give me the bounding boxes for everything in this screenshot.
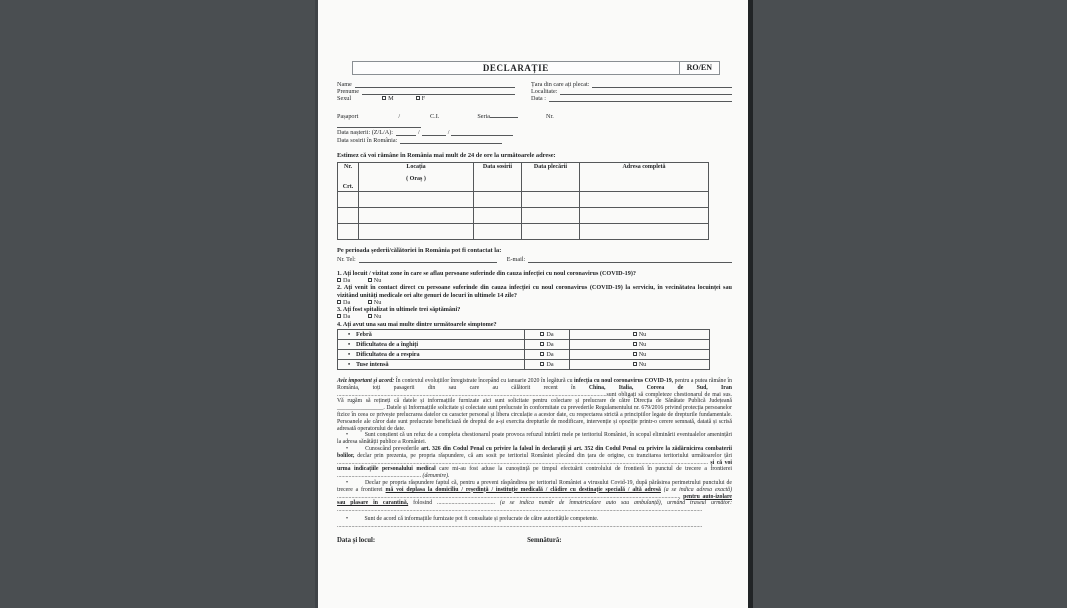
table-cell: [522, 192, 580, 208]
birthdate-month-line: [422, 130, 446, 136]
signature-label: Semnătură:: [527, 536, 562, 544]
checkbox-icon: [633, 342, 637, 346]
notice-bullet-3: [337, 480, 732, 514]
date-label: Data :: [531, 95, 546, 102]
symptom-row: [338, 330, 710, 340]
country-field: [531, 81, 732, 88]
date-field: [531, 95, 732, 102]
symptom-cell: [338, 340, 525, 350]
nu-option: Nu: [368, 313, 382, 320]
da-cell: Da: [525, 360, 570, 370]
checkbox-icon: [416, 96, 420, 100]
question-3-answers: [337, 313, 732, 320]
da-cell: Da: [525, 340, 570, 350]
address-table-row: [338, 224, 709, 240]
birthdate-field: [337, 129, 732, 136]
address-table-header-row: [338, 163, 709, 192]
sex-male-option: [382, 95, 394, 102]
locality-fill-line: [560, 89, 732, 95]
checkbox-icon: [633, 362, 637, 366]
questionnaire: [337, 270, 732, 370]
symptom-row: [338, 360, 710, 370]
slash-separator: /: [418, 129, 420, 136]
table-cell: [338, 224, 359, 240]
identity-left-column: [337, 81, 515, 102]
symptom-row: [338, 350, 710, 360]
separator-line: [337, 127, 421, 128]
notice-text: pentru a putea rămâne în România, toți pasagerii din sau care au călătorit recent în: [337, 378, 733, 391]
symptom-row: [338, 340, 710, 350]
notice-text: Declar pe propria răspundere faptul că, pentru a preveni răspândirea pe teritoriul României a virusului Covid-19, după părăsirea perimetrului punctului de trecere a frontierei: [337, 480, 732, 493]
notice-bullet-1: [337, 432, 732, 446]
notice-bold-text: și că voi urma indicațiile personalului medical: [337, 459, 732, 473]
bullet-icon: •: [348, 330, 351, 338]
email-fill-line: [528, 257, 732, 263]
question-4: 4. Ați avut una sau mai multe dintre următoarele simptome?: [337, 320, 497, 328]
nu-cell: Nu: [570, 360, 710, 370]
contact-row: [337, 256, 732, 263]
checkbox-icon: [337, 314, 341, 318]
notice-bold-underline-text: mă voi deplasa la domiciliu / reședință / instituție medicală / clădire cu destinație specială / altă adresă: [385, 486, 661, 493]
document-page: [315, 0, 753, 608]
table-cell: [474, 192, 522, 208]
checkbox-icon: [368, 278, 372, 282]
question-2-answers: [337, 299, 732, 306]
table-cell: [359, 224, 474, 240]
col-arrival-date: Data sosirii: [474, 163, 522, 192]
symptoms-table: [337, 329, 710, 370]
table-cell: [580, 208, 709, 224]
language-badge: RO/EN: [679, 62, 719, 74]
checkbox-icon: [337, 300, 341, 304]
symptom-label: Dificultatea de a respira: [356, 350, 420, 358]
nr-label: Nr.: [546, 113, 554, 120]
passport-label: Pașaport: [337, 113, 359, 120]
sexul-label: Sexul: [337, 95, 352, 102]
locality-label: Localitate:: [531, 88, 558, 95]
table-cell: [338, 192, 359, 208]
symptom-label: Febră: [356, 330, 372, 338]
da-cell: Da: [525, 350, 570, 360]
notice-italic-text: (a se indica adresa exactă): [663, 486, 733, 493]
table-cell: [474, 208, 522, 224]
name-label: Name: [337, 81, 352, 88]
question-1: 1. Ați locuit / vizitat zone în care se aflau persoane suferinde din cauza infecției cu noul coronavirus (COVID-19)?: [337, 269, 636, 277]
symptom-label: Tuse intensă: [356, 360, 389, 368]
table-cell: [474, 224, 522, 240]
ci-label: C.I.: [430, 113, 440, 120]
notice-bullet-4: [337, 516, 732, 523]
sex-field: [337, 95, 515, 102]
checkbox-icon: [368, 300, 372, 304]
checkbox-icon: [633, 352, 637, 356]
contact-section-heading: Pe perioada șederii/călătoriei în România pot fi contactat la:: [337, 247, 502, 255]
aviz-label: Aviz important și acord:: [337, 378, 395, 385]
table-cell: [359, 208, 474, 224]
bullet-icon: •: [348, 350, 351, 358]
checkbox-icon: [540, 342, 544, 346]
notice-text: În contextul evoluțiilor înregistrate începând cu ianuarie 2020 în legătură cu: [395, 378, 573, 385]
notice-text: ..........................................................................................................................................................................................sunt obligați să completeze chestionarul de mai sus. Vă rugăm să rețineți că datele și informațiile furnizate aici sunt solicitate pentru colectare și prelucrare de către Direcția de Sănătate Publică Județeană ________________. Datele și Informațiile solicitate și colectate sunt prelucrate în conformitate cu prevederile Regulamentului nr. 679/2016 privind protecția persoanelor fizice în ceea ce privește prelucrarea datelor cu caracter personal și libera circulație a acestor date, cu respectarea strictă a principiilor legate de drepturile fundamentale. Persoanele ale căror date sunt prelucrate beneficiază de dreptul de a-și exercita drepturile de modificare, intervenție și opoziție printr-o cerere semnată, datată și scrisă adresată operatorului de date.: [337, 391, 732, 432]
form-title-bar: [352, 61, 720, 75]
sex-female-option: [416, 95, 425, 102]
identity-right-column: [531, 81, 732, 102]
da-option: Da: [337, 299, 350, 306]
email-label: E-mail:: [506, 255, 526, 263]
checkbox-icon: [540, 332, 544, 336]
notice-text: folosind: [413, 500, 433, 507]
female-label: F: [421, 95, 426, 102]
notice-text: Sunt de acord că informațiile furnizate pot fi consultate și prelucrate de către autoritățile competente.: [364, 515, 599, 522]
question-1-answers: [337, 277, 732, 284]
bullet-icon: •: [346, 515, 349, 522]
address-table: [337, 162, 709, 240]
seria-fill-line: [490, 112, 518, 118]
arrival-date-label: Data sosirii în România:: [337, 137, 398, 144]
question-3: 3. Ați fost spitalizat în ultimele trei săptămâni?: [337, 306, 461, 314]
notice-paragraph-aviz: [337, 378, 732, 432]
da-option: Da: [337, 277, 350, 284]
table-cell: [580, 224, 709, 240]
name-field: [337, 81, 515, 88]
nu-option: Nu: [368, 277, 382, 284]
nu-option: Nu: [368, 299, 382, 306]
table-cell: [580, 192, 709, 208]
notice-text: declar prin prezenta, pe propria răspundere, că am sosit pe teritoriul României plecând din țara de origine, cu tranzitarea teritoriului următoarelor țări ................................................................................................................................................................................................................................................................: [337, 452, 733, 466]
checkbox-icon: [540, 362, 544, 366]
notice-text: Cunoscând prevederile: [365, 446, 419, 453]
checkbox-icon: [633, 332, 637, 336]
notice-bold-text: infecția cu noul coronavirus COVID-19,: [574, 378, 674, 385]
bullet-icon: •: [348, 360, 351, 368]
da-option: Da: [337, 313, 350, 320]
slash-separator: /: [398, 113, 401, 120]
bullet-icon: •: [348, 340, 351, 348]
notice-italic-text: (a se indica număr de înmatriculare auto sau ambulanță), urmând traseul următor:: [499, 500, 732, 507]
col-departure-date: Data plecării: [522, 163, 580, 192]
date-place-label: Data și locul:: [337, 536, 376, 544]
address-table-row: [338, 192, 709, 208]
phone-fill-line: [359, 257, 497, 263]
table-cell: [522, 208, 580, 224]
bullet-icon: •: [346, 480, 349, 486]
da-cell: Da: [525, 330, 570, 340]
form-title: DECLARAȚIE: [482, 63, 549, 73]
prenume-field: [337, 88, 515, 95]
slash-separator: /: [447, 129, 450, 136]
notice-dots: ............................................................................................................................................................................................................................................................: [337, 507, 703, 514]
birthdate-year-line: [451, 130, 513, 136]
notice-dots: ............................................................................................................................................................................................................................................,: [337, 493, 681, 500]
notice-bold-text: China, Italia, Coreea de Sud, Iran: [588, 384, 732, 391]
legal-notice: [337, 378, 732, 530]
identity-fields: [337, 81, 732, 102]
passport-row: [337, 112, 732, 120]
notice-bold-text: art. 326 din Codul Penal cu privire la falsul în declarații și art. 352 din Codul Penal cu privire la zădărnicirea combaterii bolilor,: [337, 446, 732, 459]
country-label: Țara din care ați plecat:: [531, 81, 590, 88]
col-location: Locația ( Oraș ): [359, 163, 474, 192]
notice-text: Sunt conștient că un refuz de a completa chestionarul poate provoca refuzul intrării mele pe teritoriul României, în scopul eliminării eventualelor amenințări la adresa sănătății publice a României.: [337, 432, 733, 446]
notice-bullet-2: [337, 446, 732, 480]
birthdate-label: Data nașterii: (Z/L/A):: [337, 129, 394, 136]
arrival-date-field: [337, 137, 732, 144]
nu-cell: Nu: [570, 350, 710, 360]
notice-text: care mi-au fost aduse la cunoștință pe timpul efectuării controlului de frontieră în punctul de trecere a frontierei ..........................................................: [337, 466, 733, 480]
nu-cell: Nu: [570, 330, 710, 340]
checkbox-icon: [540, 352, 544, 356]
checkbox-icon: [368, 314, 372, 318]
symptom-cell: [338, 330, 525, 340]
bullet-icon: •: [346, 432, 349, 439]
nu-cell: Nu: [570, 340, 710, 350]
checkbox-icon: [382, 96, 386, 100]
seria-label: Seria: [477, 113, 491, 120]
table-cell: [338, 208, 359, 224]
address-table-row: [338, 208, 709, 224]
arrival-date-fill-line: [400, 138, 502, 144]
table-cell: [522, 224, 580, 240]
phone-label: Nr. Tel:: [337, 255, 356, 263]
notice-italic-text: (denumire).: [422, 473, 450, 480]
symptom-cell: [338, 360, 525, 370]
col-nr-crt: Nr. Crt.: [338, 163, 359, 192]
address-section-heading: Estimez că voi rămâne în România mai mult de 24 de ore la următoarele adrese:: [337, 152, 556, 159]
locality-field: [531, 88, 732, 95]
checkbox-icon: [337, 278, 341, 282]
bullet-icon: •: [346, 446, 349, 453]
notice-bold-underline-text: pentru auto-izolare sau plasare în carantină,: [337, 493, 733, 507]
table-cell: [359, 192, 474, 208]
name-fill-line: [355, 82, 515, 88]
notice-dots: ........................................: [437, 500, 495, 507]
country-fill-line: [592, 82, 732, 88]
date-fill-line: [549, 96, 732, 102]
birthdate-day-line: [396, 130, 416, 136]
route-dots-line: ............................................................................................................................................................................................................................................................: [337, 522, 703, 529]
symptom-cell: [338, 350, 525, 360]
question-2: 2. Ați venit în contact direct cu persoane suferinde din cauza infecției cu noul coronavirus (COVID-19) la serviciu, în vecinătatea locuinței sau vizitând unități medicale ori alte genuri de locuri în ultimele 14 zile?: [337, 284, 732, 299]
signature-footer: [337, 537, 732, 544]
symptom-label: Dificultatea de a înghiți: [356, 340, 419, 348]
prenume-label: Prenume: [337, 88, 359, 95]
male-label: M: [388, 95, 394, 102]
col-full-address: Adresa completă: [580, 163, 709, 192]
